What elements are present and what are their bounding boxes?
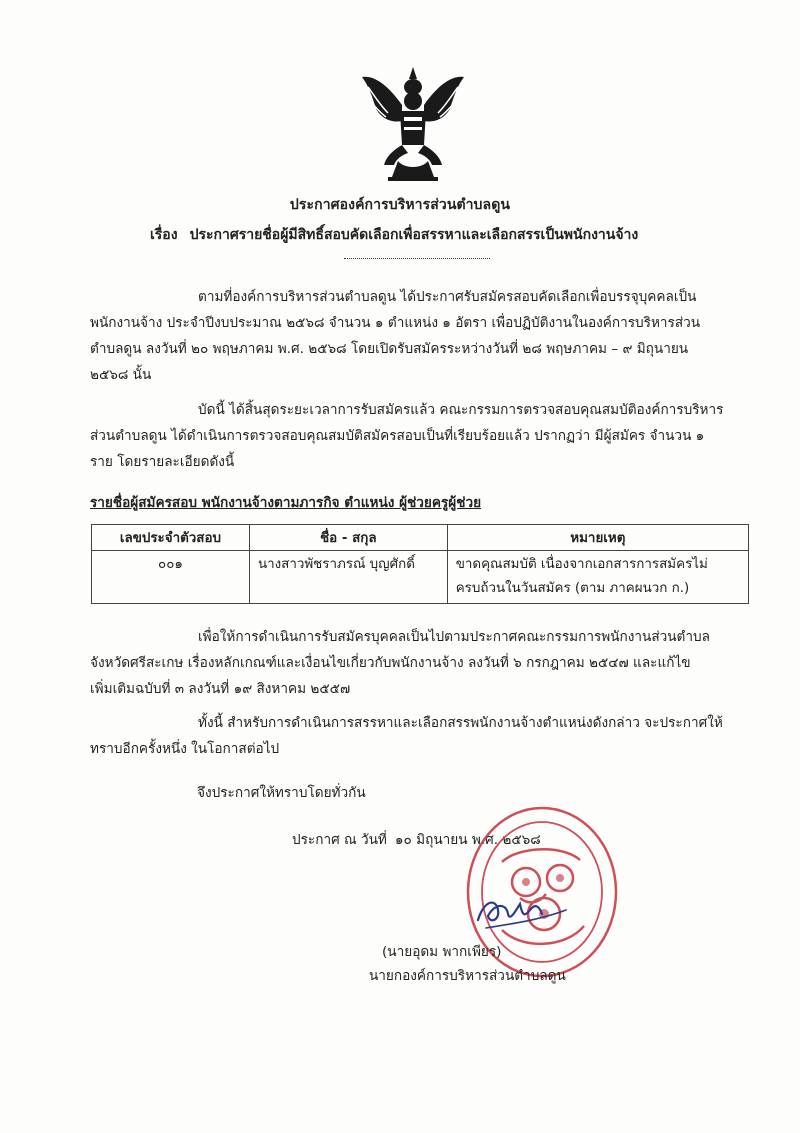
paragraph-line: เพื่อให้การดำเนินการรับสมัครบุคคลเป็นไปตามประกาศคณะกรรมการพนักงานส่วนตำบล	[198, 629, 710, 645]
paragraph-line: บัดนี้ ได้สิ้นสุดระยะเวลาการรับสมัครแล้ว คณะกรรมการตรวจสอบคุณสมบัติองค์การบริหาร	[198, 402, 724, 418]
paragraph-line: เพิ่มเติมฉบับที่ ๓ ลงวันที่ ๑๙ สิงหาคม ๒๕๕๗	[90, 681, 351, 697]
subject-label: เรื่อง	[150, 227, 178, 243]
date-value: ๑๐ มิถุนายน พ.ศ. ๒๕๖๘	[394, 832, 541, 848]
paragraph-line: ๒๕๖๘ นั้น	[90, 367, 152, 383]
paragraph-4	[90, 710, 750, 762]
table-row	[92, 551, 749, 604]
paragraph-3	[90, 624, 750, 702]
header-remark: หมายเหตุ	[447, 525, 748, 551]
paragraph-line: ส่วนตำบลดูน ได้ดำเนินการตรวจสอบคุณสมบัติสมัครสอบเป็นที่เรียบร้อยแล้ว ปรากฏว่า มีผู้สมัคร จำนวน ๑	[90, 428, 705, 444]
dotted-divider	[344, 250, 490, 259]
paragraph-line: จังหวัดศรีสะเกษ เรื่องหลักเกณฑ์และเงื่อนไขเกี่ยวกับพนักงานจ้าง ลงวันที่ ๖ กรกฎาคม ๒๕๔๗ และแก้ไข	[90, 655, 691, 671]
signer-title: นายกองค์การบริหารส่วนตำบลดูน	[369, 968, 566, 984]
cell-exam-id: ๐๐๑	[92, 551, 250, 604]
remark-line: ครบถ้วนในวันสมัคร (ตาม ภาคผนวก ก.)	[455, 581, 690, 596]
document-title: ประกาศองค์การบริหารส่วนตำบลดูน	[289, 197, 511, 213]
paragraph-line: ทราบอีกครั้งหนึ่ง ในโอกาสต่อไป	[90, 741, 280, 757]
cell-remark	[447, 551, 748, 604]
candidate-list-heading: รายชื่อผู้สมัครสอบ พนักงานจ้างตามภารกิจ ตำแหน่ง ผู้ช่วยครูผู้ช่วย	[90, 495, 482, 511]
paragraph-line: ราย โดยรายละเอียดดังนี้	[90, 454, 235, 470]
paragraph-line: ตำบลดูน ลงวันที่ ๒๐ พฤษภาคม พ.ศ. ๒๕๖๘ โดยเปิดรับสมัครระหว่างวันที่ ๒๘ พฤษภาคม – ๙ มิถุนายน	[90, 341, 689, 357]
document-subject	[150, 224, 710, 246]
remark-line: ขาดคุณสมบัติ เนื่องจากเอกสารการสมัครไม่	[455, 557, 708, 572]
candidate-table	[91, 524, 749, 604]
date-label: ประกาศ ณ วันที่	[292, 832, 387, 848]
cell-name: นางสาวพัชราภรณ์ บุญศักดิ์	[249, 551, 447, 604]
paragraph-2	[90, 397, 750, 475]
signer-name: (นายอุดม พากเพียร)	[382, 944, 502, 960]
garuda-emblem-icon	[358, 65, 468, 183]
announcement-line: จึงประกาศให้ทราบโดยทั่วกัน	[197, 785, 366, 801]
header-exam-id: เลขประจำตัวสอบ	[92, 525, 250, 551]
paragraph-1	[90, 284, 750, 388]
table-header-row	[92, 525, 749, 551]
subject-text: ประกาศรายชื่อผู้มีสิทธิ์สอบคัดเลือกเพื่อสรรหาและเลือกสรรเป็นพนักงานจ้าง	[189, 227, 639, 243]
header-name: ชื่อ - สกุล	[249, 525, 447, 551]
handwritten-signature-icon	[470, 880, 590, 940]
paragraph-line: ทั้งนี้ สำหรับการดำเนินการสรรหาและเลือกสรรพนักงานจ้างตำแหน่งดังกล่าว จะประกาศให้	[198, 715, 723, 731]
paragraph-line: ตามที่องค์การบริหารส่วนตำบลดูน ได้ประกาศรับสมัครสอบคัดเลือกเพื่อบรรจุบุคคลเป็น	[198, 289, 697, 305]
paragraph-line: พนักงานจ้าง ประจำปีงบประมาณ ๒๕๖๘ จำนวน ๑ ตำแหน่ง ๑ อัตรา เพื่อปฏิบัติงานในองค์การบริหารส่วน	[90, 315, 701, 331]
